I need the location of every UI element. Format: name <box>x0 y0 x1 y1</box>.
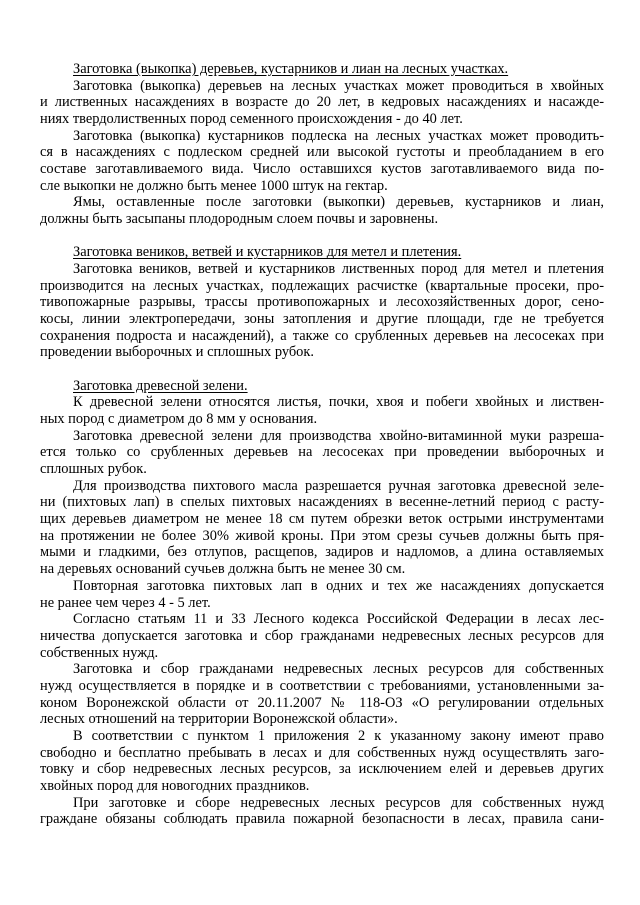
text-line: При заготовке и сборе недревесных лесных ресурсов для собственных нужд <box>73 794 604 811</box>
text-line: сле выкопки не должно быть менее 1000 штук на гектар. <box>40 177 388 194</box>
text-line: должны быть засыпаны плодородным слоем почвы и заровнены. <box>40 211 439 228</box>
text-line: ниях твердолиственных пород семенного происхождения - до 40 лет. <box>40 111 463 128</box>
section-heading <box>40 244 604 261</box>
text-line: Заготовка и сбор гражданами недревесных лесных ресурсов для собственных <box>73 661 604 678</box>
text-line: Для производства пихтового масла разрешается ручная заготовка древесной зеле- <box>73 477 604 494</box>
text-line: лесных отношений на территории Воронежской области». <box>40 711 398 728</box>
text-line: Ямы, оставленные после заготовки (выкопки) деревьев, кустарников и лиан, <box>73 194 604 211</box>
blank-line <box>40 361 604 378</box>
document-body <box>40 61 604 828</box>
text-line: ется только со срубленных деревьев на лесосеках при проведении выборочных и <box>40 444 604 461</box>
text-line: Заготовка (выкопка) деревьев на лесных участках может проводиться в хвойных <box>73 77 604 94</box>
section-heading <box>40 378 604 395</box>
text-line: составе заготавливаемого вида. Число оставшихся кустов заготавливаемого вида по- <box>40 161 604 178</box>
text-line: на деревьях оснований сучьев должна быть не менее 30 см. <box>40 561 406 578</box>
text-line: нужд осуществляется в порядке и в соответствии с требованиями, установленными за- <box>40 677 604 694</box>
text-line: производится на лесных участках, подлежащих расчистке (квартальные просеки, про- <box>40 277 604 294</box>
text-line: коном Воронежской области от 20.11.2007 № 118-ОЗ «О регулировании отдельных <box>40 694 604 711</box>
text-line: граждане обязаны соблюдать правила пожарной безопасности в лесах, правила сани- <box>40 811 604 828</box>
text-line: Повторная заготовка пихтовых лап в одних и тех же насаждениях допускается <box>73 577 604 594</box>
text-line: хвойных пород для новогодних праздников. <box>40 777 310 794</box>
text-line: сплошных рубок. <box>40 461 147 478</box>
text-line: ни (пихтовых лап) в спелых пихтовых насаждениях в весенне-летний период с расту- <box>40 494 604 511</box>
blank-line <box>40 228 604 245</box>
text-line: ных пород с диаметром до 8 мм у основания. <box>40 411 318 428</box>
text-line: тивопожарные разрывы, трассы противопожарных и лесохозяйственных дорог, сено- <box>40 294 604 311</box>
text-line: К древесной зелени относятся листья, почки, хвоя и побеги хвойных и листвен- <box>73 394 604 411</box>
text-line: проведении выборочных и сплошных рубок. <box>40 344 314 361</box>
text-line: В соответствии с пунктом 1 приложения 2 к указанному закону имеют право <box>73 727 604 744</box>
text-line: Согласно статьям 11 и 33 Лесного кодекса Российской Федерации в лесах лес- <box>73 611 604 628</box>
text-line: Заготовка веников, ветвей и кустарников лиственных пород для метел и плетения <box>73 261 604 278</box>
heading-text: Заготовка веников, ветвей и кустарников для метел и плетения. <box>73 244 462 261</box>
text-line: ничества допускается заготовка и сбор гражданами недревесных лесных ресурсов для <box>40 627 604 644</box>
text-line: косы, линии электропередачи, зоны затопления и другие площади, где не требуется <box>40 311 604 328</box>
text-line: на протяжении не более 30% живой кроны. При этом срезы сучьев должны быть пря- <box>40 527 604 544</box>
text-line: Заготовка древесной зелени для производства хвойно-витаминной муки разреша- <box>73 427 604 444</box>
text-line: ся в насаждениях с подлеском средней или высокой густоты и преобладанием в его <box>40 144 604 161</box>
text-line: щих деревьев диаметром не менее 18 см путем обрезки веток острыми инструментами <box>40 511 604 528</box>
text-line: собственных нужд. <box>40 644 159 661</box>
text-line: не ранее чем через 4 - 5 лет. <box>40 594 211 611</box>
text-line: свободно и бесплатно пребывать в лесах и для собственных нужд осуществлять заго- <box>40 744 604 761</box>
heading-text: Заготовка (выкопка) деревьев, кустарников и лиан на лесных участках. <box>73 61 509 77</box>
text-line: Заготовка (выкопка) кустарников подлеска на лесных участках может проводить- <box>73 127 604 144</box>
text-line: товку и сбор недревесных лесных ресурсов, за исключением елей и деревьев других <box>40 761 604 778</box>
text-line: мыми и гладкими, без отлупов, расщепов, задиров и надломов, а длина оставляемых <box>40 544 604 561</box>
heading-text: Заготовка древесной зелени. <box>73 377 248 394</box>
section-heading <box>40 61 604 78</box>
text-line: и лиственных насаждениях в возрасте до 20 лет, в кедровых насаждениях и насажде- <box>40 94 604 111</box>
text-line: сохранения подроста и насаждений), а также со срубленных деревьев на лесосеках при <box>40 327 604 344</box>
